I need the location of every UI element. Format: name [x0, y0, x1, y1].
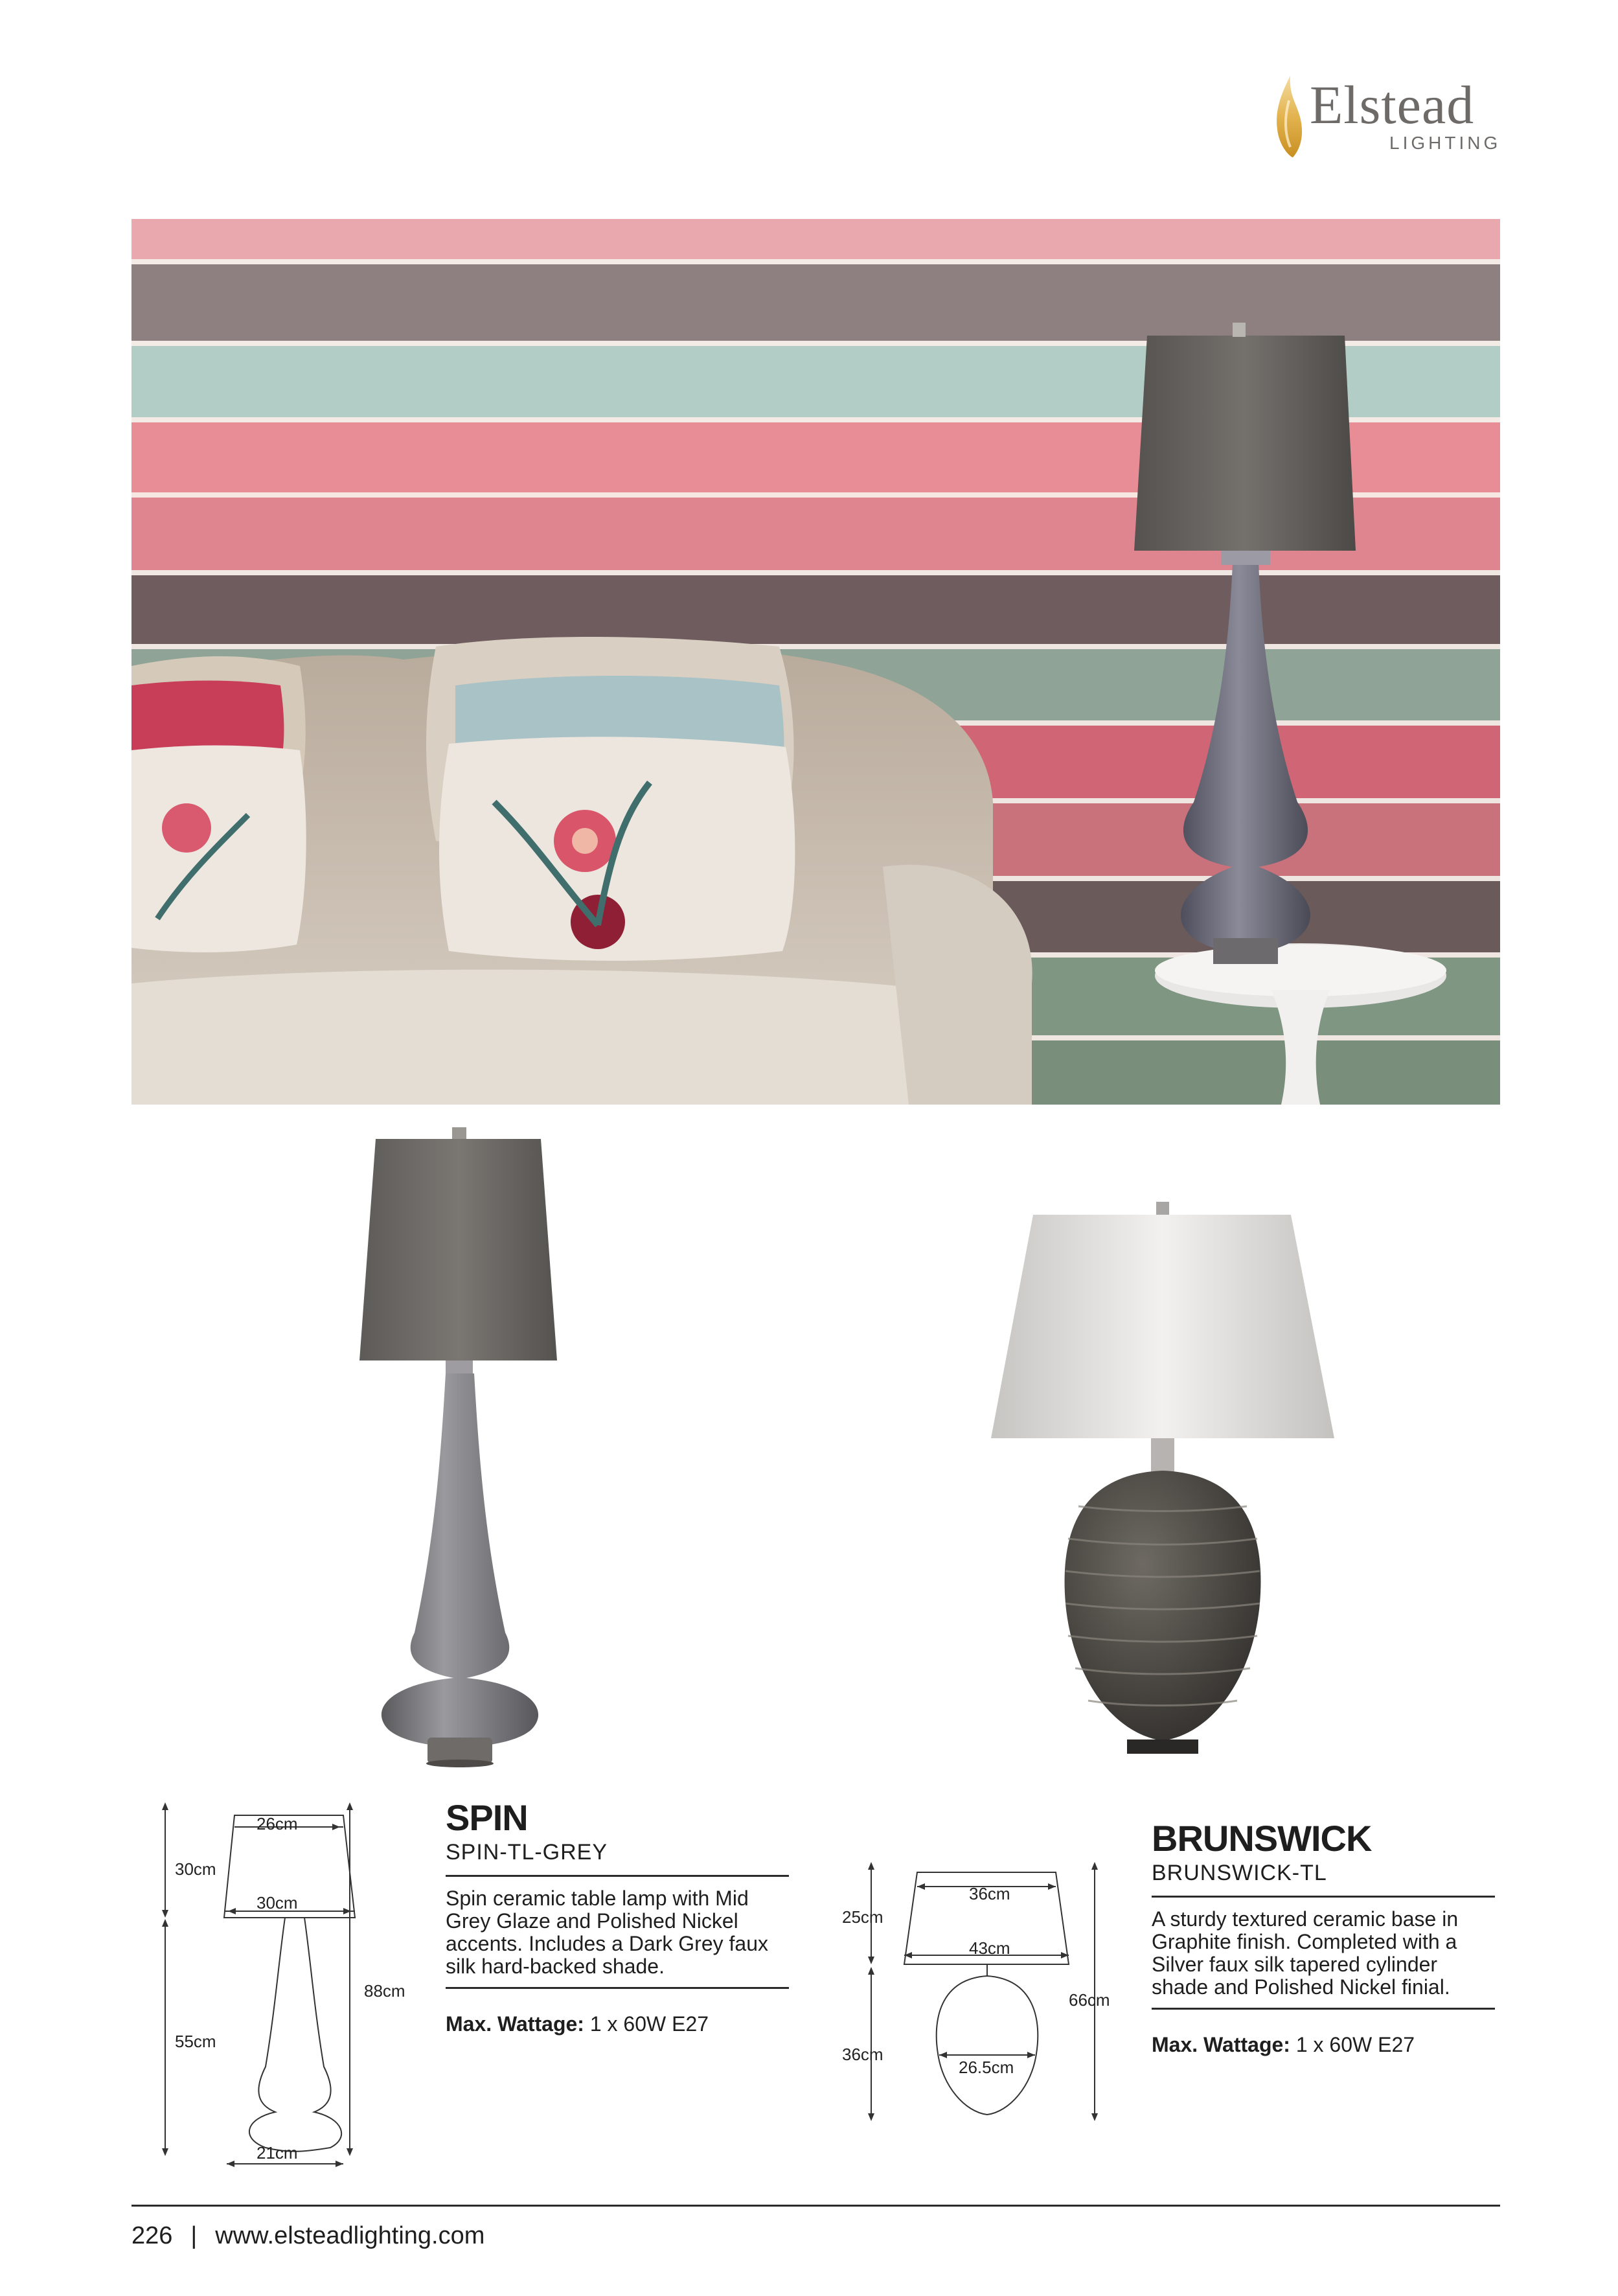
- footer-divider: [131, 2205, 1500, 2207]
- brunswick-dim-base-height: 36cm: [842, 2045, 883, 2064]
- flame-icon: [1270, 75, 1308, 159]
- page-number: 226: [131, 2222, 173, 2249]
- spin-wattage-label: Max. Wattage:: [446, 2012, 584, 2036]
- spin-dim-base-height: 55cm: [175, 2032, 216, 2051]
- brunswick-wattage: [1152, 2034, 1495, 2055]
- website-link[interactable]: www.elsteadlighting.com: [215, 2222, 485, 2249]
- spin-title: SPIN: [446, 1797, 528, 1838]
- spin-lamp-image: [343, 1127, 576, 1769]
- spin-dim-total-height: 88cm: [364, 1981, 405, 2001]
- spin-description: Spin ceramic table lamp with Mid Grey Glaze and Polished Nickel accents. Includes a Dark Grey faux silk hard-backed shade.: [446, 1887, 789, 1989]
- brunswick-wattage-value: 1 x 60W E27: [1295, 2033, 1415, 2056]
- brunswick-product-info: [1152, 1820, 1495, 2055]
- brunswick-dim-shade-height: 25cm: [842, 1907, 883, 1927]
- spin-dim-shade-bottom: 30cm: [256, 1893, 298, 1912]
- brand-logo[interactable]: [1270, 75, 1503, 159]
- spin-dim-shade-top: 26cm: [256, 1814, 298, 1833]
- brunswick-wattage-label: Max. Wattage:: [1152, 2033, 1290, 2056]
- brunswick-title: BRUNSWICK: [1152, 1818, 1372, 1859]
- brunswick-dim-shade-top: 36cm: [969, 1884, 1010, 1903]
- spin-product-info: [446, 1797, 789, 2036]
- page-footer: [131, 2223, 484, 2248]
- brunswick-lamp-image: [981, 1202, 1344, 1765]
- spin-dimension-drawing: [162, 1795, 421, 2163]
- brand-subtitle: LIGHTING: [1389, 133, 1501, 153]
- spin-code: SPIN-TL-GREY: [446, 1841, 789, 1877]
- brunswick-dim-shade-bottom: 43cm: [969, 1938, 1010, 1958]
- spin-wattage: [446, 2014, 789, 2034]
- hero-room-photo: [131, 219, 1500, 1105]
- brunswick-code: BRUNSWICK-TL: [1152, 1862, 1495, 1898]
- brunswick-dimension-drawing: [842, 1853, 1134, 2125]
- spin-dim-base-width: 21cm: [256, 2143, 298, 2163]
- spin-wattage-value: 1 x 60W E27: [589, 2012, 709, 2036]
- footer-separator: |: [190, 2222, 198, 2249]
- brand-name: Elstead: [1310, 75, 1475, 135]
- spin-dim-shade-height: 30cm: [175, 1859, 216, 1879]
- brunswick-dim-total-height: 66cm: [1069, 1990, 1110, 2010]
- brunswick-description: A sturdy textured ceramic base in Graphite finish. Completed with a Silver faux silk tapered cylinder shade and Polished Nickel finial.: [1152, 1908, 1495, 2010]
- brunswick-dim-base-width: 26.5cm: [959, 2058, 1014, 2077]
